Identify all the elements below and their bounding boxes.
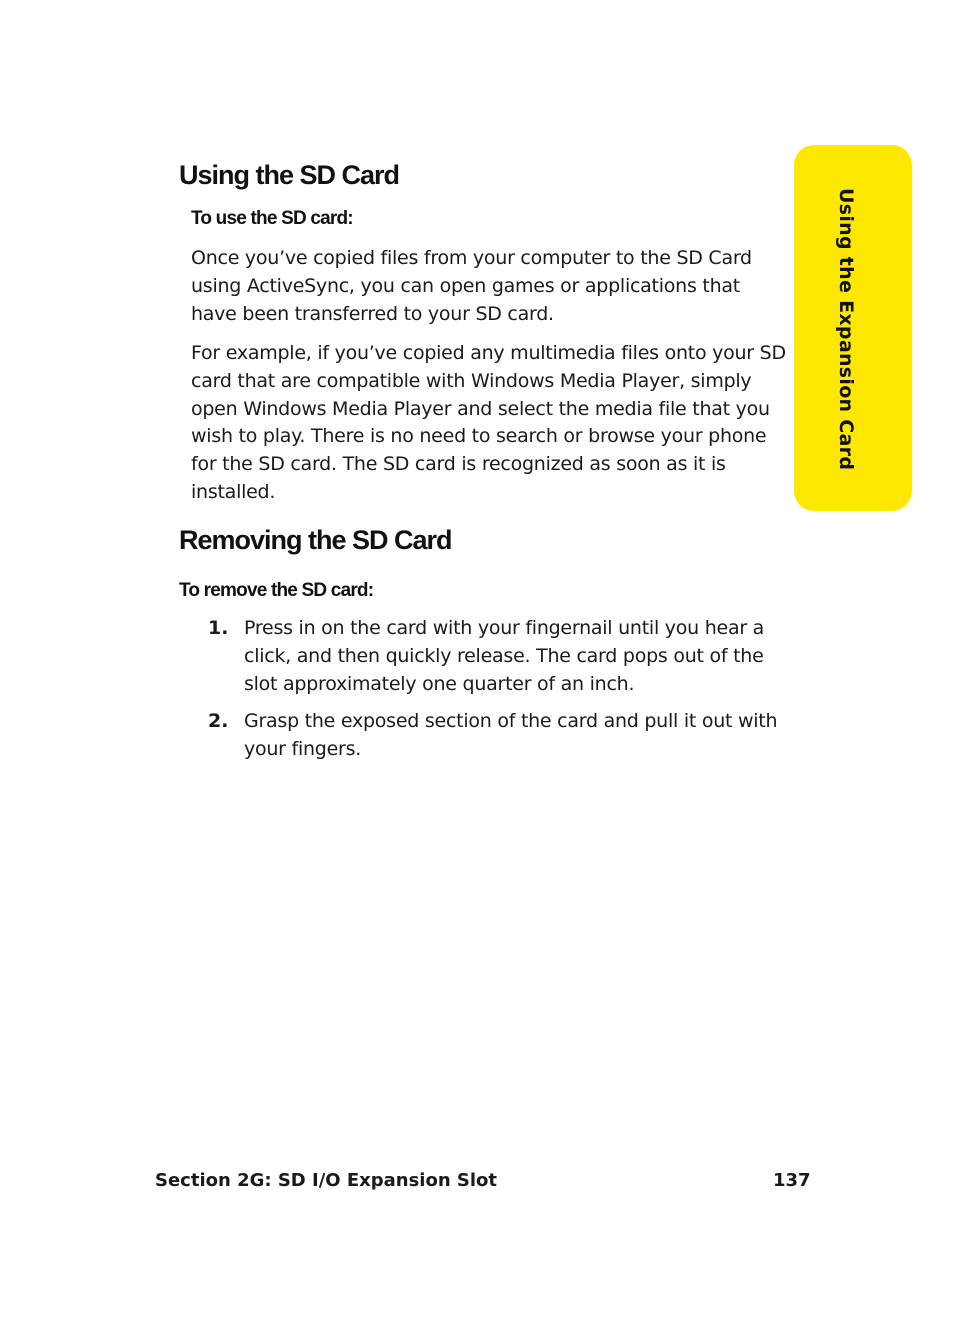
step-text: Press in on the card with your fingernail until you hear a click, and then quickly release. The card pops out of the slot approximately one quarter of an inch.: [244, 617, 765, 695]
step-text: Grasp the exposed section of the card and pull it out with your fingers.: [244, 710, 778, 760]
subheading-to-remove-sd-card: To remove the SD card:: [179, 580, 374, 601]
step-number: 2.: [208, 710, 229, 732]
side-tab-label: Using the Expansion Card: [835, 188, 857, 471]
footer-section-title: Section 2G: SD I/O Expansion Slot: [155, 1170, 498, 1191]
footer-page-number: 137: [773, 1170, 811, 1191]
paragraph-copied-files: Once you’ve copied files from your computer to the SD Card using ActiveSync, you can open games or applications that have been transferred to your SD card.: [191, 247, 752, 325]
step-number: 1.: [208, 617, 229, 639]
heading-removing-sd-card: Removing the SD Card: [179, 525, 452, 555]
subheading-to-use-sd-card: To use the SD card:: [191, 208, 353, 229]
heading-using-sd-card: Using the SD Card: [179, 160, 400, 190]
paragraph-multimedia-example: For example, if you’ve copied any multimedia files onto your SD card that are compatible with Windows Media Player, simply open Windows Media Player and select the media file that you wish to play. There is no need to search or browse your phone for the SD card. The SD card is recognized as soon as it is installed.: [191, 342, 786, 503]
